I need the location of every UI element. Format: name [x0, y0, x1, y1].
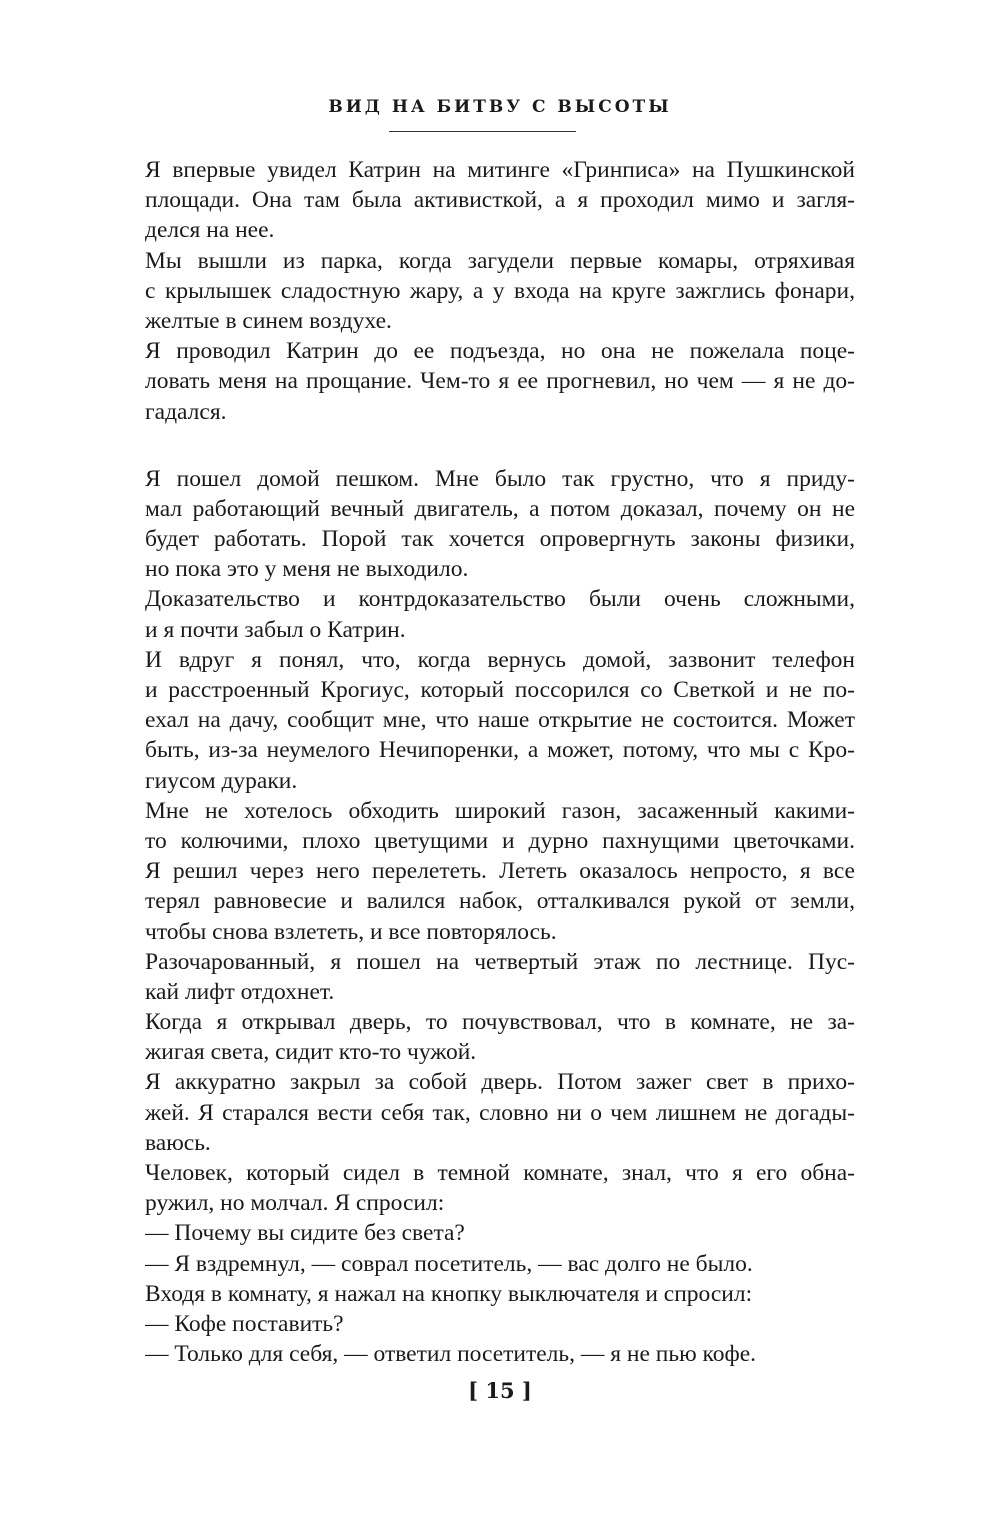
- body-line: гадался.: [145, 398, 227, 425]
- body-line: ружил, но молчал. Я спросил:: [145, 1190, 445, 1217]
- body-line: будет работать. Порой так хочется опровергнуть законы физики,: [145, 526, 855, 553]
- body-line: гиусом дураки.: [145, 767, 298, 794]
- body-line: кай лифт отдохнет.: [145, 978, 335, 1005]
- body-line: с крылышек сладостную жару, а у входа на круге зажглись фонари,: [145, 277, 855, 304]
- body-line: Когда я открывал дверь, то почувствовал, что в комнате, не за-: [145, 1009, 855, 1036]
- body-line: терял равновесие и валился набок, отталкивался рукой от земли,: [145, 888, 855, 915]
- body-line: Доказательство и контрдоказательство были очень сложными,: [145, 586, 855, 613]
- body-line: Я пошел домой пешком. Мне было так грустно, что я приду-: [145, 465, 855, 492]
- body-line: Я впервые увидел Катрин на митинге «Гринписа» на Пушкинской: [145, 157, 855, 183]
- body-line: жей. Я старался вести себя так, словно ни о чем лишнем не догады-: [145, 1099, 855, 1126]
- body-line: и я почти забыл о Катрин.: [145, 616, 406, 643]
- body-line: Входя в комнату, я нажал на кнопку выключателя и спросил:: [145, 1280, 753, 1307]
- body-line: Я решил через него перелететь. Лететь оказалось непросто, я все: [145, 858, 855, 885]
- running-title: ВИД НА БИТВУ С ВЫСОТЫ: [328, 97, 672, 117]
- body-line: Я аккуратно закрыл за собой дверь. Потом зажег свет в прихо-: [145, 1069, 855, 1096]
- dialogue-line: — Кофе поставить?: [145, 1310, 344, 1337]
- body-line: желтые в синем воздухе.: [145, 307, 392, 334]
- body-line: то колючими, плохо цветущими и дурно пахнущими цветочками.: [145, 827, 855, 854]
- body-line: ехал на дачу, сообщит мне, что наше открытие не состоится. Может: [145, 707, 855, 734]
- body-line: чтобы снова взлететь, и все повторялось.: [145, 918, 557, 945]
- body-line: ловать меня на прощание. Чем-то я ее прогневил, но чем — я не до-: [145, 368, 855, 395]
- dialogue-line: — Почему вы сидите без света?: [145, 1220, 465, 1247]
- dialogue-line: — Я вздремнул, — соврал посетитель, — вас долго не было.: [145, 1250, 753, 1277]
- body-line: ваюсь.: [145, 1129, 211, 1156]
- body-text: [145, 155, 855, 1369]
- body-line: Разочарованный, я пошел на четвертый этаж по лестнице. Пус-: [145, 948, 855, 975]
- body-line: площади. Она там была активисткой, а я проходил мимо и загля-: [145, 187, 855, 214]
- body-line: Мы вышли из парка, когда загудели первые комары, отряхивая: [145, 247, 855, 274]
- body-line: И вдруг я понял, что, когда вернусь домой, зазвонит телефон: [145, 646, 855, 673]
- body-line: Человек, который сидел в темной комнате, знал, что я его обна-: [145, 1160, 855, 1186]
- body-line: жигая света, сидит кто-то чужой.: [145, 1039, 477, 1066]
- body-line: мал работающий вечный двигатель, а потом доказал, почему он не: [145, 495, 855, 522]
- body-line: Я проводил Катрин до ее подъезда, но она не пожелала поце-: [145, 338, 855, 365]
- body-line: быть, из-за неумелого Нечипоренки, а может, потому, что мы с Кро-: [145, 737, 855, 764]
- body-line: Мне не хотелось обходить широкий газон, засаженный какими-: [145, 797, 855, 824]
- dialogue-line: — Только для себя, — ответил посетитель, — я не пью кофе.: [145, 1341, 757, 1368]
- page-number: [ 15 ]: [468, 1378, 532, 1403]
- body-line: но пока это у меня не выходило.: [145, 556, 469, 583]
- body-line: делся на нее.: [145, 217, 275, 244]
- body-line: и расстроенный Крогиус, который поссорился со Светкой и не по-: [145, 677, 855, 703]
- section-break: [145, 427, 855, 464]
- header-rule: [389, 131, 576, 132]
